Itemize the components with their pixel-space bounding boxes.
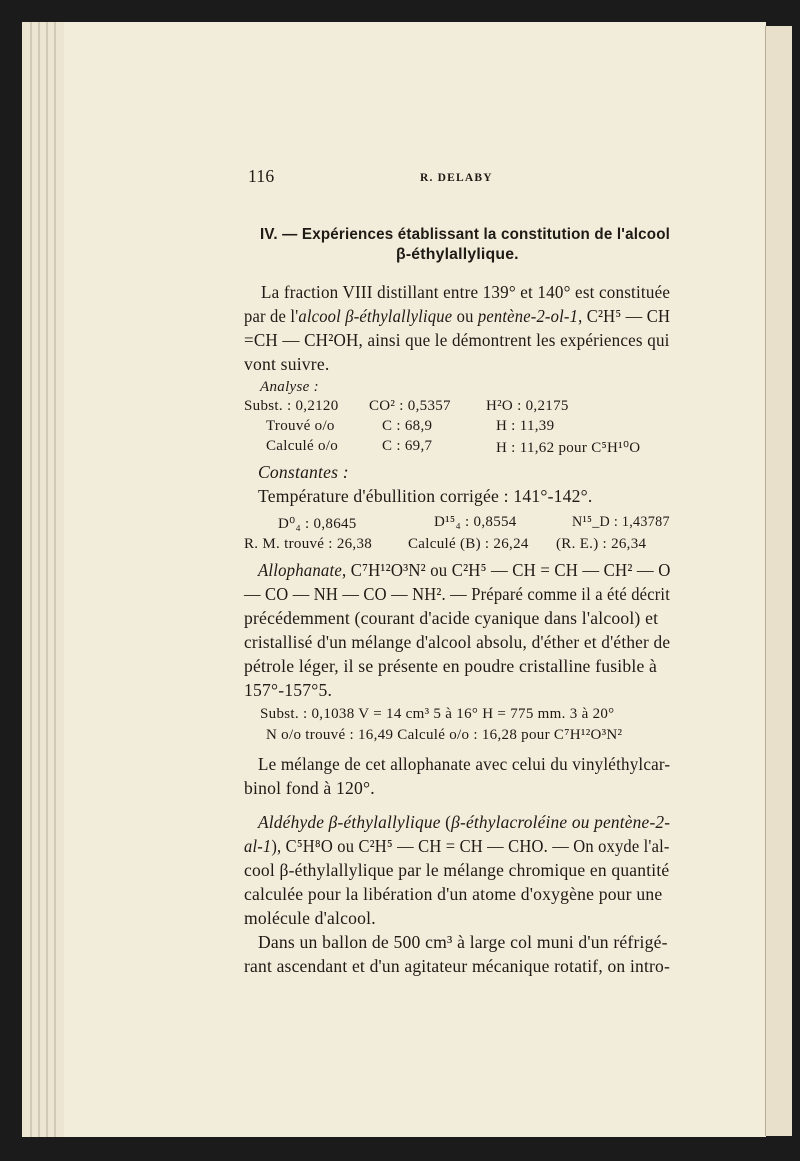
page-number: 116 bbox=[248, 166, 275, 186]
constantes-label bbox=[258, 462, 349, 483]
aldehyde-line2 bbox=[244, 836, 670, 857]
allophanate-nitrogen: N o/o trouvé : 16,49 Calculé o/o : 16,28 pour C⁷H¹²O³N² bbox=[266, 727, 623, 743]
melange-line2: binol fond à 120°. bbox=[244, 778, 375, 798]
analyse-cell: Subst. : 0,2120 bbox=[244, 398, 339, 414]
allophanate-line1 bbox=[258, 560, 671, 581]
analyse-cell: C : 69,7 bbox=[382, 438, 433, 454]
label: Analyse : bbox=[260, 379, 319, 395]
analyse-cell: H²O : 0,2175 bbox=[486, 398, 569, 414]
text: ( bbox=[440, 812, 452, 832]
ebullition-line: Température d'ébullition corrigée : 141°-142°. bbox=[258, 486, 593, 506]
rm-calculated: Calculé (B) : 26,24 bbox=[408, 536, 529, 552]
para1-line4: vont suivre. bbox=[244, 354, 330, 374]
compound-name: Aldéhyde β-éthylallylique bbox=[258, 812, 441, 832]
para1-line2 bbox=[244, 306, 670, 327]
para1-line1: La fraction VIII distillant entre 139° et 140° est constituée bbox=[261, 282, 671, 302]
running-title: R. DELABY bbox=[420, 172, 493, 184]
aldehyde-line5: molécule d'alcool. bbox=[244, 908, 376, 928]
melange-line1: Le mélange de cet allophanate avec celui du vinyléthylcar- bbox=[258, 754, 671, 774]
analyse-cell: C : 68,9 bbox=[382, 418, 433, 434]
rm-found: R. M. trouvé : 26,38 bbox=[244, 536, 373, 552]
aldehyde-line6: Dans un ballon de 500 cm³ à large col muni d'un réfrigé- bbox=[258, 932, 668, 952]
allophanate-line6: 157°-157°5. bbox=[244, 680, 333, 700]
analyse-cell: CO² : 0,5357 bbox=[369, 398, 451, 414]
density-15: D¹⁵₄ : 0,8554 bbox=[434, 514, 517, 530]
compound-name: β-éthylacroléine ou pentène-2- bbox=[451, 812, 671, 832]
aldehyde-line4: calculée pour la libération d'un atome d'oxygène pour une bbox=[244, 884, 663, 904]
allophanate-line3: précédemment (courant d'acide cyanique dans l'alcool) et bbox=[244, 608, 659, 628]
analyse-cell: Trouvé o/o bbox=[266, 418, 335, 434]
text: par de l' bbox=[244, 306, 299, 326]
compound-name: pentène-2-ol-1 bbox=[477, 306, 579, 326]
allophanate-subst: Subst. : 0,1038 V = 14 cm³ 5 à 16° H = 775 mm. 3 à 20° bbox=[260, 706, 615, 722]
refractive-index: N¹⁵_D : 1,43787 bbox=[572, 514, 670, 530]
para1-line3: =CH — CH²OH, ainsi que le démontrent les expériences qui bbox=[244, 330, 670, 350]
aldehyde-line1 bbox=[258, 812, 670, 833]
analyse-cell: Calculé o/o bbox=[266, 438, 339, 454]
rm-re: (R. E.) : 26,34 bbox=[556, 536, 647, 552]
formula: , C²H⁵ — CH bbox=[578, 306, 671, 326]
formula: ), C⁵H⁸O ou C²H⁵ — CH = CH — CHO. — On oxyde l'al- bbox=[271, 836, 670, 856]
compound-name: alcool β-éthylallylique bbox=[298, 306, 453, 326]
aldehyde-line3: cool β-éthylallylique par le mélange chromique en quantité bbox=[244, 860, 670, 880]
label: Constantes : bbox=[258, 462, 349, 482]
analyse-cell: H : 11,62 pour C⁵H¹⁰O bbox=[496, 440, 641, 456]
text: ou bbox=[452, 306, 478, 326]
formula: , C⁷H¹²O³N² ou C²H⁵ — CH = CH — CH² — O bbox=[341, 560, 671, 580]
analyse-label bbox=[260, 379, 319, 396]
allophanate-line5: pétrole léger, il se présente en poudre cristalline fusible à bbox=[244, 656, 658, 676]
density-0: D⁰₄ : 0,8645 bbox=[278, 516, 357, 532]
allophanate-line4: cristallisé d'un mélange d'alcool absolu, d'éther et d'éther de bbox=[244, 632, 671, 652]
compound-name: al-1 bbox=[244, 836, 272, 856]
section-title-line1: IV. — Expériences établissant la constitution de l'alcool bbox=[260, 226, 671, 243]
aldehyde-line7: rant ascendant et d'un agitateur mécanique rotatif, on intro- bbox=[244, 956, 671, 976]
compound-name: Allophanate bbox=[258, 560, 342, 580]
analyse-cell: H : 11,39 bbox=[496, 418, 555, 434]
allophanate-line2: — CO — NH — CO — NH². — Préparé comme il a été décrit bbox=[244, 584, 670, 604]
section-title-line2: β-éthylallylique. bbox=[396, 246, 519, 263]
